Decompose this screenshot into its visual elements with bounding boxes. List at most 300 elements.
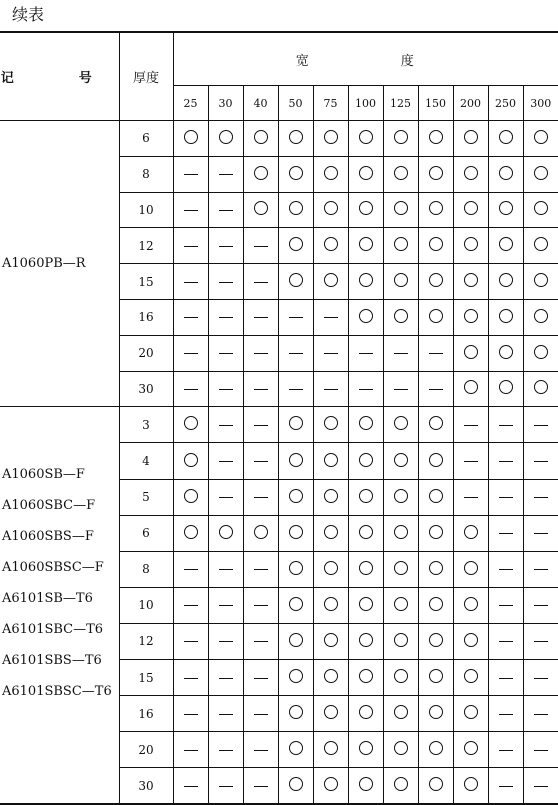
dash-mark — [499, 714, 513, 715]
circle-mark — [359, 561, 373, 575]
dash-mark — [499, 678, 513, 679]
width-header-cell: 200 — [453, 86, 488, 121]
dash-mark — [184, 353, 198, 354]
availability-cell — [453, 768, 488, 805]
circle-mark — [429, 309, 443, 323]
circle-mark — [289, 489, 303, 503]
circle-mark — [359, 237, 373, 251]
circle-mark — [429, 597, 443, 611]
availability-cell — [173, 768, 208, 805]
circle-mark — [534, 201, 548, 215]
availability-cell — [348, 335, 383, 371]
availability-cell — [418, 228, 453, 264]
availability-cell — [453, 732, 488, 768]
dash-mark — [184, 210, 198, 211]
availability-cell — [383, 768, 418, 805]
circle-mark — [499, 166, 513, 180]
circle-mark — [289, 237, 303, 251]
dash-mark — [534, 605, 548, 606]
availability-cell — [453, 121, 488, 157]
availability-cell — [418, 551, 453, 587]
circle-mark — [184, 130, 198, 144]
width-header-cell: 75 — [313, 86, 348, 121]
circle-mark — [394, 561, 408, 575]
availability-cell — [313, 335, 348, 371]
availability-cell — [488, 156, 523, 192]
availability-cell — [313, 228, 348, 264]
circle-mark — [359, 453, 373, 467]
width-header-cell: 50 — [278, 86, 313, 121]
circle-mark — [289, 130, 303, 144]
availability-cell — [348, 696, 383, 732]
circle-mark — [359, 705, 373, 719]
availability-cell — [243, 407, 278, 443]
circle-mark — [359, 309, 373, 323]
dash-mark — [499, 497, 513, 498]
availability-cell — [523, 407, 558, 443]
dash-mark — [534, 461, 548, 462]
availability-cell — [173, 156, 208, 192]
circle-mark — [394, 741, 408, 755]
availability-cell — [348, 768, 383, 805]
circle-mark — [499, 273, 513, 287]
availability-cell — [313, 443, 348, 479]
product-code: A1060SB—F — [2, 467, 85, 483]
product-code: A1060SBSC—F — [2, 560, 104, 576]
circle-mark — [289, 166, 303, 180]
circle-mark — [394, 633, 408, 647]
availability-cell — [278, 335, 313, 371]
dash-mark — [219, 389, 233, 390]
width-header-cell: 30 — [208, 86, 243, 121]
circle-mark — [359, 166, 373, 180]
availability-cell — [243, 623, 278, 659]
dash-mark — [219, 246, 233, 247]
availability-cell — [488, 407, 523, 443]
availability-cell — [523, 768, 558, 805]
circle-mark — [359, 669, 373, 683]
availability-cell — [453, 335, 488, 371]
availability-cell — [208, 768, 243, 805]
product-code: A6101SBSC—T6 — [2, 684, 112, 700]
availability-cell — [453, 696, 488, 732]
availability-cell — [523, 623, 558, 659]
availability-cell — [278, 696, 313, 732]
availability-cell — [313, 696, 348, 732]
availability-cell — [173, 407, 208, 443]
dash-mark — [219, 174, 233, 175]
availability-cell — [418, 335, 453, 371]
availability-cell — [348, 443, 383, 479]
dash-mark — [499, 605, 513, 606]
width-header-cell: 150 — [418, 86, 453, 121]
dash-mark — [184, 678, 198, 679]
availability-cell — [243, 192, 278, 228]
availability-cell — [383, 121, 418, 157]
thickness-cell: 10 — [119, 192, 173, 228]
width-header-cell: 250 — [488, 86, 523, 121]
dash-mark — [324, 317, 338, 318]
availability-cell — [348, 479, 383, 515]
dash-mark — [464, 497, 478, 498]
availability-cell — [453, 551, 488, 587]
availability-cell — [488, 192, 523, 228]
circle-mark — [499, 309, 513, 323]
circle-mark — [184, 525, 198, 539]
availability-cell — [278, 443, 313, 479]
availability-cell — [488, 443, 523, 479]
availability-cell — [383, 335, 418, 371]
dash-mark — [254, 425, 268, 426]
circle-mark — [254, 130, 268, 144]
dash-mark — [289, 317, 303, 318]
dash-mark — [219, 317, 233, 318]
availability-cell — [348, 407, 383, 443]
circle-mark — [289, 669, 303, 683]
circle-mark — [394, 597, 408, 611]
availability-cell — [488, 371, 523, 407]
availability-cell — [313, 264, 348, 300]
dash-mark — [254, 641, 268, 642]
availability-cell — [313, 587, 348, 623]
availability-cell — [243, 443, 278, 479]
availability-cell — [173, 551, 208, 587]
dash-mark — [184, 174, 198, 175]
width-header-cell: 125 — [383, 86, 418, 121]
availability-cell — [313, 371, 348, 407]
circle-mark — [289, 201, 303, 215]
dash-mark — [184, 282, 198, 283]
circle-mark — [289, 597, 303, 611]
product-code-cell — [0, 121, 119, 407]
availability-cell — [383, 660, 418, 696]
dash-mark — [184, 246, 198, 247]
availability-cell — [418, 264, 453, 300]
dash-mark — [499, 786, 513, 787]
dash-mark — [219, 282, 233, 283]
availability-cell — [278, 768, 313, 805]
availability-cell — [523, 264, 558, 300]
circle-mark — [359, 777, 373, 791]
circle-mark — [324, 166, 338, 180]
circle-mark — [429, 741, 443, 755]
availability-cell — [488, 623, 523, 659]
availability-cell — [453, 299, 488, 335]
availability-cell — [453, 443, 488, 479]
availability-cell — [313, 623, 348, 659]
availability-cell — [173, 121, 208, 157]
availability-cell — [278, 479, 313, 515]
dash-mark — [254, 786, 268, 787]
availability-cell — [278, 587, 313, 623]
availability-cell — [278, 623, 313, 659]
circle-mark — [464, 669, 478, 683]
availability-cell — [523, 479, 558, 515]
availability-cell — [243, 768, 278, 805]
dash-mark — [184, 605, 198, 606]
circle-mark — [429, 705, 443, 719]
availability-cell — [243, 479, 278, 515]
availability-cell — [523, 335, 558, 371]
availability-cell — [383, 192, 418, 228]
dash-mark — [184, 641, 198, 642]
availability-cell — [278, 121, 313, 157]
availability-cell — [208, 587, 243, 623]
availability-cell — [383, 515, 418, 551]
thickness-cell: 12 — [119, 623, 173, 659]
dash-mark — [184, 714, 198, 715]
circle-mark — [464, 597, 478, 611]
availability-cell — [488, 768, 523, 805]
availability-cell — [313, 660, 348, 696]
circle-mark — [534, 130, 548, 144]
dash-mark — [219, 461, 233, 462]
availability-cell — [313, 515, 348, 551]
availability-cell — [383, 443, 418, 479]
thickness-cell: 16 — [119, 696, 173, 732]
dash-mark — [394, 353, 408, 354]
circle-mark — [324, 489, 338, 503]
circle-mark — [464, 633, 478, 647]
thickness-cell: 15 — [119, 660, 173, 696]
availability-cell — [208, 623, 243, 659]
circle-mark — [534, 237, 548, 251]
circle-mark — [184, 453, 198, 467]
availability-cell — [348, 299, 383, 335]
circle-mark — [394, 453, 408, 467]
availability-cell — [418, 768, 453, 805]
circle-mark — [464, 345, 478, 359]
availability-cell — [313, 479, 348, 515]
circle-mark — [359, 597, 373, 611]
availability-cell — [418, 515, 453, 551]
availability-cell — [523, 371, 558, 407]
availability-cell — [418, 192, 453, 228]
availability-cell — [523, 228, 558, 264]
dash-mark — [254, 317, 268, 318]
dash-mark — [534, 569, 548, 570]
dash-mark — [219, 678, 233, 679]
circle-mark — [359, 130, 373, 144]
dash-mark — [219, 605, 233, 606]
circle-mark — [289, 561, 303, 575]
circle-mark — [464, 525, 478, 539]
availability-cell — [348, 192, 383, 228]
circle-mark — [184, 416, 198, 430]
circle-mark — [464, 561, 478, 575]
circle-mark — [184, 489, 198, 503]
circle-mark — [359, 741, 373, 755]
availability-cell — [208, 443, 243, 479]
availability-cell — [348, 623, 383, 659]
circle-mark — [464, 237, 478, 251]
availability-cell — [523, 156, 558, 192]
availability-cell — [278, 515, 313, 551]
dash-mark — [499, 461, 513, 462]
dash-mark — [254, 750, 268, 751]
availability-cell — [418, 299, 453, 335]
circle-mark — [499, 380, 513, 394]
availability-cell — [523, 660, 558, 696]
availability-cell — [348, 264, 383, 300]
availability-cell — [453, 479, 488, 515]
availability-cell — [383, 479, 418, 515]
header-thickness: 厚度 — [119, 32, 173, 121]
dash-mark — [219, 497, 233, 498]
width-header-cell: 100 — [348, 86, 383, 121]
product-code: A6101SBC—T6 — [2, 622, 104, 638]
availability-cell — [488, 660, 523, 696]
circle-mark — [464, 166, 478, 180]
circle-mark — [534, 166, 548, 180]
dash-mark — [429, 389, 443, 390]
availability-cell — [453, 264, 488, 300]
dash-mark — [429, 353, 443, 354]
circle-mark — [394, 669, 408, 683]
dash-mark — [184, 569, 198, 570]
header-width: 宽 度 — [173, 32, 558, 86]
availability-cell — [208, 479, 243, 515]
availability-cell — [453, 660, 488, 696]
dash-mark — [534, 497, 548, 498]
dash-mark — [219, 714, 233, 715]
thickness-cell: 3 — [119, 407, 173, 443]
availability-cell — [488, 228, 523, 264]
circle-mark — [429, 633, 443, 647]
dash-mark — [499, 533, 513, 534]
dash-mark — [254, 461, 268, 462]
circle-mark — [324, 597, 338, 611]
availability-cell — [383, 156, 418, 192]
availability-cell — [488, 515, 523, 551]
circle-mark — [359, 416, 373, 430]
circle-mark — [324, 777, 338, 791]
availability-cell — [313, 299, 348, 335]
availability-cell — [243, 121, 278, 157]
availability-cell — [418, 660, 453, 696]
dash-mark — [219, 425, 233, 426]
thickness-cell: 30 — [119, 371, 173, 407]
circle-mark — [324, 561, 338, 575]
availability-cell — [208, 371, 243, 407]
availability-cell — [523, 121, 558, 157]
availability-cell — [278, 371, 313, 407]
circle-mark — [394, 777, 408, 791]
dash-mark — [184, 786, 198, 787]
dash-mark — [219, 569, 233, 570]
dash-mark — [499, 569, 513, 570]
availability-cell — [523, 732, 558, 768]
availability-cell — [313, 732, 348, 768]
dash-mark — [184, 389, 198, 390]
circle-mark — [534, 273, 548, 287]
thickness-cell: 30 — [119, 768, 173, 805]
dash-mark — [219, 353, 233, 354]
dash-mark — [464, 425, 478, 426]
circle-mark — [464, 741, 478, 755]
availability-cell — [243, 696, 278, 732]
availability-cell — [488, 587, 523, 623]
circle-mark — [324, 201, 338, 215]
availability-cell — [453, 407, 488, 443]
circle-mark — [254, 525, 268, 539]
availability-cell — [348, 371, 383, 407]
circle-mark — [429, 453, 443, 467]
dash-mark — [254, 282, 268, 283]
dash-mark — [254, 497, 268, 498]
availability-cell — [313, 156, 348, 192]
table-row — [0, 407, 558, 443]
circle-mark — [289, 633, 303, 647]
availability-cell — [383, 228, 418, 264]
availability-table — [0, 31, 558, 805]
width-header-cell: 40 — [243, 86, 278, 121]
availability-cell — [173, 192, 208, 228]
availability-cell — [278, 732, 313, 768]
availability-cell — [278, 264, 313, 300]
product-code: A1060PB—R — [2, 256, 86, 272]
thickness-cell: 5 — [119, 479, 173, 515]
product-code: A1060SBS—F — [2, 529, 94, 545]
availability-cell — [418, 156, 453, 192]
circle-mark — [534, 345, 548, 359]
header-code: 记 号 — [0, 32, 119, 121]
dash-mark — [219, 641, 233, 642]
circle-mark — [464, 130, 478, 144]
availability-cell — [243, 551, 278, 587]
circle-mark — [429, 525, 443, 539]
circle-mark — [289, 416, 303, 430]
availability-cell — [173, 228, 208, 264]
dash-mark — [289, 389, 303, 390]
availability-cell — [173, 443, 208, 479]
circle-mark — [289, 525, 303, 539]
circle-mark — [429, 777, 443, 791]
dash-mark — [499, 641, 513, 642]
circle-mark — [219, 130, 233, 144]
availability-cell — [243, 371, 278, 407]
availability-cell — [208, 515, 243, 551]
circle-mark — [324, 273, 338, 287]
width-header-cell: 25 — [173, 86, 208, 121]
circle-mark — [429, 237, 443, 251]
availability-cell — [173, 335, 208, 371]
dash-mark — [254, 605, 268, 606]
circle-mark — [359, 525, 373, 539]
availability-cell — [453, 623, 488, 659]
availability-cell — [488, 299, 523, 335]
availability-cell — [383, 696, 418, 732]
circle-mark — [394, 416, 408, 430]
availability-cell — [243, 156, 278, 192]
dash-mark — [254, 569, 268, 570]
dash-mark — [499, 425, 513, 426]
availability-cell — [173, 264, 208, 300]
availability-cell — [173, 587, 208, 623]
circle-mark — [534, 380, 548, 394]
thickness-cell: 15 — [119, 264, 173, 300]
availability-cell — [243, 264, 278, 300]
availability-cell — [208, 696, 243, 732]
table-caption: 续表 — [12, 5, 45, 24]
circle-mark — [499, 345, 513, 359]
circle-mark — [254, 166, 268, 180]
dash-mark — [184, 750, 198, 751]
circle-mark — [359, 201, 373, 215]
availability-cell — [418, 479, 453, 515]
availability-cell — [488, 551, 523, 587]
availability-cell — [243, 587, 278, 623]
